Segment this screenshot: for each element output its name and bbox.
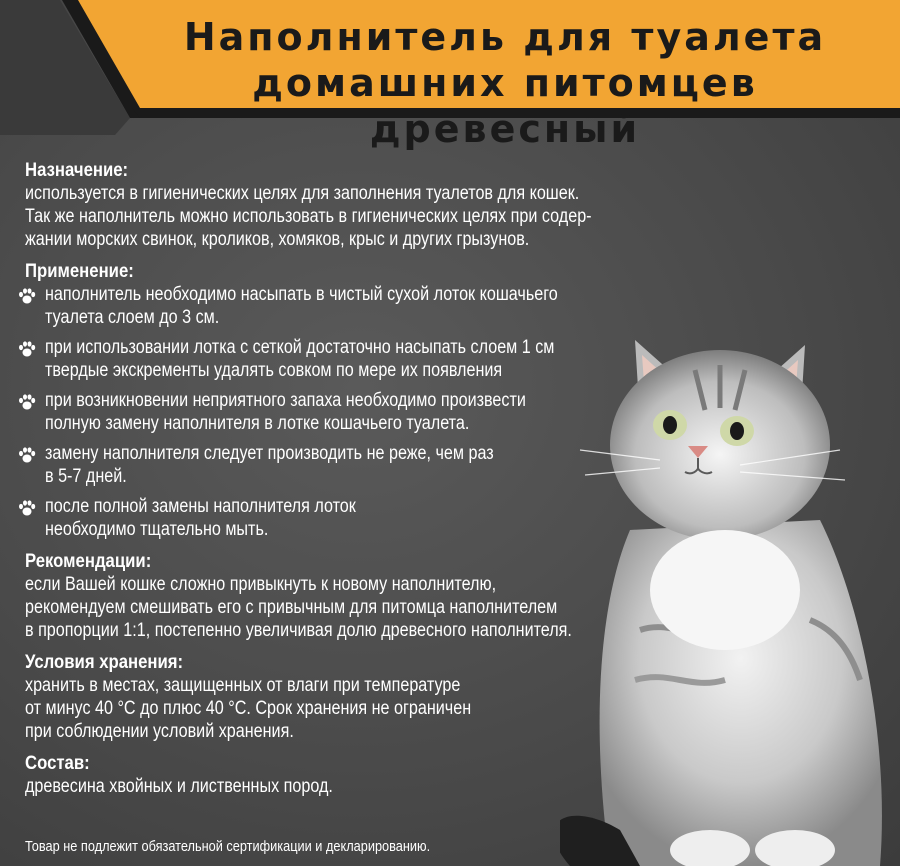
storage-line: при соблюдении условий хранения.	[25, 721, 294, 742]
usage-item	[25, 442, 645, 488]
usage-item	[25, 389, 645, 435]
purpose-line: используется в гигиенических целях для заполнения туалетов для кошек.	[25, 183, 580, 204]
paw-icon	[17, 286, 37, 306]
storage-line: хранить в местах, защищенных от влаги при температуре	[25, 675, 461, 696]
usage-item-line: в 5-7 дней.	[45, 466, 127, 487]
purpose-line: жании морских свинок, кроликов, хомяков, крыс и других грызунов.	[25, 229, 530, 250]
purpose-line: Так же наполнитель можно использовать в гигиенических целях при содер-	[25, 206, 592, 227]
recommendations-line: в пропорции 1:1, постепенно увеличивая долю древесного наполнителя.	[25, 620, 572, 641]
purpose-section	[25, 160, 645, 251]
usage-heading: Применение:	[25, 261, 134, 282]
paw-icon	[17, 498, 37, 518]
usage-item	[25, 495, 645, 541]
usage-item-line: при возникновении неприятного запаха необходимо произвести	[45, 390, 526, 411]
usage-item-line: полную замену наполнителя в лотке кошачьего туалета.	[45, 413, 470, 434]
storage-heading: Условия хранения:	[25, 652, 184, 673]
title-line-1: Наполнитель для туалета	[183, 15, 827, 59]
recommendations-heading: Рекомендации:	[25, 551, 152, 572]
composition-line: древесина хвойных и лиственных пород.	[25, 776, 333, 797]
page-title	[110, 14, 900, 152]
usage-item-line: после полной замены наполнителя лоток	[45, 496, 356, 517]
paw-icon	[17, 392, 37, 412]
footer-note: Товар не подлежит обязательной сертификации и декларированию.	[25, 838, 431, 855]
usage-item-line: туалета слоем до 3 см.	[45, 307, 220, 328]
usage-item	[25, 283, 645, 329]
paw-icon	[17, 339, 37, 359]
usage-item-line: твердые экскременты удалять совком по мере их появления	[45, 360, 503, 381]
usage-item-line: замену наполнителя следует производить не реже, чем раз	[45, 443, 494, 464]
usage-item	[25, 336, 645, 382]
paw-icon	[17, 445, 37, 465]
recommendations-section	[25, 551, 645, 642]
usage-item-line: необходимо тщательно мыть.	[45, 519, 269, 540]
title-line-2: домашних питомцев древесный	[252, 61, 758, 151]
header-banner	[0, 0, 900, 151]
composition-section	[25, 753, 645, 798]
usage-section	[25, 261, 645, 541]
storage-section	[25, 652, 645, 743]
recommendations-line: рекомендуем смешивать его с привычным для питомца наполнителем	[25, 597, 558, 618]
composition-heading: Состав:	[25, 753, 90, 774]
recommendations-line: если Вашей кошке сложно привыкнуть к новому наполнителю,	[25, 574, 497, 595]
purpose-heading: Назначение:	[25, 160, 129, 181]
usage-item-line: при использовании лотка с сеткой достаточно насыпать слоем 1 см	[45, 337, 555, 358]
info-content	[25, 160, 645, 808]
usage-item-line: наполнитель необходимо насыпать в чистый сухой лоток кошачьего	[45, 284, 558, 305]
storage-line: от минус 40 °С до плюс 40 °С. Срок хранения не ограничен	[25, 698, 472, 719]
